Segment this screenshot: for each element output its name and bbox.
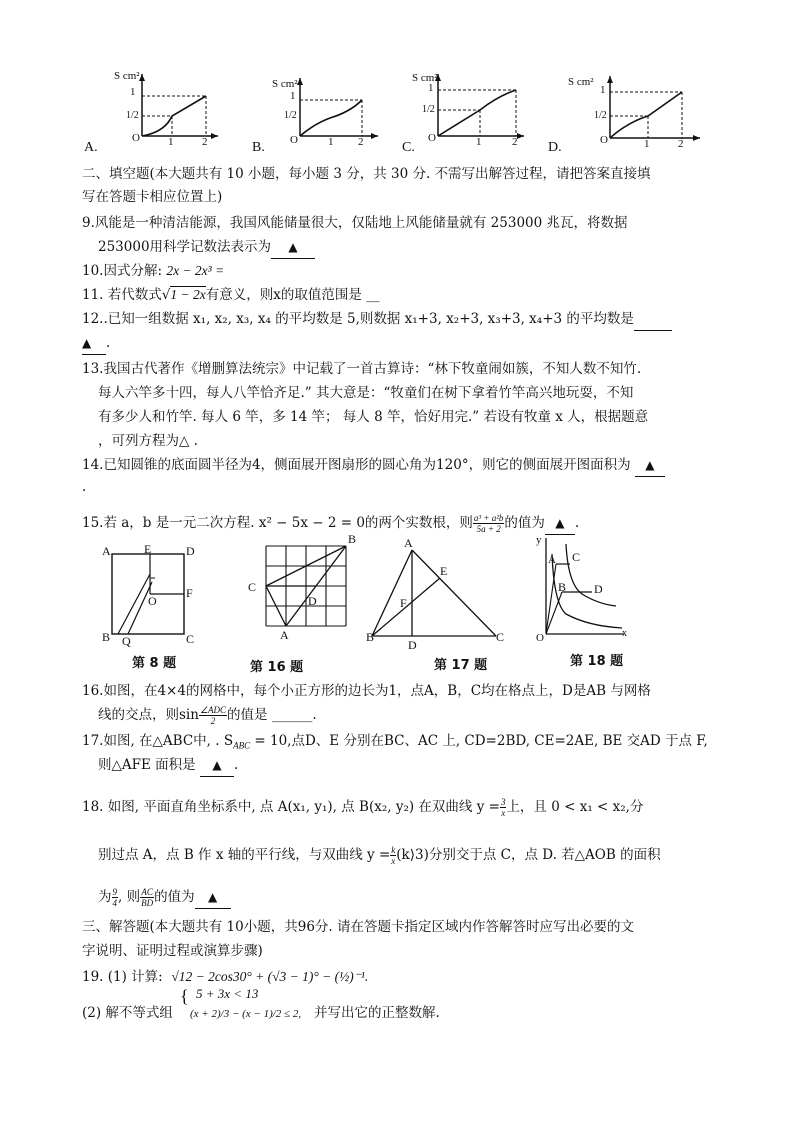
- q19-inequality-1: 5 + 3x < 13: [196, 986, 259, 1001]
- figure-18-label-d: D: [594, 582, 603, 596]
- graph-a-origin: O: [132, 132, 140, 144]
- q15-answer-mark: ▲: [545, 512, 575, 535]
- q18-den-4: BD: [141, 898, 154, 908]
- figure-18-label-c: C: [572, 550, 581, 564]
- q10-prefix: 10.因式分解:: [82, 263, 167, 279]
- figure-16-caption: 第 16 题: [250, 660, 304, 675]
- q18-num-3: 9: [112, 887, 117, 897]
- graph-c-tick-1: 1: [428, 82, 434, 94]
- figure-18-label-a: A: [548, 554, 556, 566]
- q16-line1: 16.如图，在4×4的网格中，每个小正方形的边长为1，点A，B，C均在格点上，D是AB 与网格: [82, 683, 651, 699]
- graph-d-tick-x1: 1: [644, 138, 650, 150]
- q19-part1-expr: √12 − 2cos30° + (√3 − 1)° − (½)⁻¹.: [171, 969, 369, 984]
- figure-17-label-f: F: [400, 596, 407, 610]
- q14-answer-mark: ▲: [635, 454, 665, 477]
- q19-brace: {: [180, 986, 189, 1006]
- graph-a-tick-x2: 2: [202, 136, 208, 148]
- q12-line1: [82, 308, 672, 331]
- figure-17: [366, 536, 510, 655]
- figure-16-label-b: B: [348, 532, 357, 546]
- q18-text-e: 为: [98, 889, 112, 905]
- q16-denominator: 2: [210, 716, 216, 726]
- q18-text-c: 别过点 A，点 B 作 x 轴的平行线，与双曲线 y =: [98, 847, 391, 863]
- option-b-label: B.: [252, 140, 265, 155]
- figure-16: [240, 532, 364, 650]
- q11-suffix: 有意义，则x的取值范围是 __: [205, 287, 380, 303]
- figure-17-label-c: C: [496, 630, 505, 644]
- q13-line2: 每人六竿多十四，每人八竿恰齐足.” 其大意是：“牧童们在树下拿着竹竿高兴地玩耍，不知: [98, 385, 634, 401]
- q16-numerator: ∠ADC: [199, 705, 227, 715]
- option-d-label: D.: [548, 140, 562, 155]
- q15-denominator: 5a + 2: [476, 524, 501, 534]
- option-a-label: A.: [84, 140, 98, 155]
- q11-radicand: 1 − 2x: [170, 287, 206, 302]
- q10-expr: 2x − 2x³ =: [166, 263, 225, 278]
- figure-8-caption: 第 8 题: [132, 656, 177, 671]
- q17-text-a: 17.如图, 在△ABC中, . S: [82, 733, 234, 749]
- q10-line: [82, 260, 224, 282]
- q9-line2: [98, 236, 315, 259]
- graph-c-tick-half: 1/2: [422, 104, 435, 115]
- section3-heading-line2: 字说明、证明过程或演算步骤): [82, 943, 263, 959]
- graph-c-tick-x1: 1: [476, 136, 482, 148]
- figure-17-label-b: B: [366, 630, 375, 644]
- q17-end: .: [233, 757, 239, 773]
- q18-num-2: k: [391, 845, 396, 855]
- graph-c-tick-x2: 2: [512, 136, 518, 148]
- q15-line: [82, 512, 579, 535]
- q12-line2: [82, 332, 110, 355]
- graph-d-tick-x2: 2: [678, 138, 684, 150]
- figure-16-label-d: D: [308, 594, 317, 608]
- q16-text-a: 线的交点，则sin: [98, 707, 199, 723]
- q15-numerator: a³ + a²b: [473, 513, 504, 523]
- figure-17-label-d: D: [408, 638, 417, 652]
- graph-c-axis-y: S cm²: [412, 72, 438, 84]
- figure-18-caption: 第 18 题: [570, 654, 624, 669]
- graph-b-tick-x2: 2: [358, 136, 364, 148]
- graph-a: [110, 70, 220, 160]
- figure-8-label-f: F: [186, 586, 193, 600]
- q18-line3: [98, 886, 231, 909]
- figure-17-drawing: [366, 540, 510, 655]
- q18-text-f: , 则: [118, 889, 141, 905]
- q11-line: [82, 284, 380, 306]
- graph-b-tick-1: 1: [290, 90, 296, 102]
- graph-b: [270, 72, 380, 162]
- q18-den-3: 4: [112, 898, 117, 908]
- graph-d-tick-half: 1/2: [594, 110, 607, 121]
- figure-8: [100, 544, 200, 649]
- q19-part2-prefix: (2) 解不等式组: [82, 1005, 173, 1021]
- figure-18-label-o: O: [536, 632, 544, 644]
- q12-answer-mark: ▲: [82, 332, 106, 355]
- q13-line3: 有多少人和竹竿. 每人 6 竿，多 14 竿； 每人 8 竿，恰好用完.” 若设有牧童 x 人，根据题意: [98, 409, 649, 425]
- figure-8-label-e: E: [144, 542, 152, 556]
- q17-subscript: ABC: [233, 740, 251, 751]
- q18-line1: [82, 796, 643, 818]
- section2-heading-line2: 写在答题卡相应位置上): [82, 189, 223, 205]
- q15-dot: .: [574, 515, 580, 531]
- figure-17-label-a: A: [404, 536, 413, 550]
- graph-d-tick-1: 1: [600, 84, 606, 96]
- q19-inequality-2: (x + 2)/3 − (x − 1)/2 ≤ 2,: [190, 1008, 302, 1020]
- q15-fraction: [473, 513, 504, 534]
- figure-16-label-a: A: [280, 628, 289, 642]
- q16-line2: [98, 704, 317, 726]
- section3-heading-line1: 三、解答题(本大题共有 10小题，共96分. 请在答题卡指定区域内作答解答时应写出必要的文: [82, 919, 634, 935]
- figure-8-label-o: O: [148, 594, 157, 608]
- q19-part2: [82, 1002, 173, 1024]
- q11-prefix: 11. 若代数式: [82, 287, 162, 303]
- q13-line4: ，可列方程为△ .: [98, 433, 198, 449]
- q16-fraction: [199, 705, 227, 726]
- q17-answer-mark: ▲: [200, 754, 234, 777]
- q18-num-4: AC: [141, 887, 153, 897]
- q15-text: 15.若 a，b 是一元二次方程. x² − 5x − 2 = 0的两个实数根，则: [82, 515, 473, 531]
- q18-text-a: 18. 如图, 平面直角坐标系中, 点 A(x₁, y₁), 点 B(x₂, y₂) 在双曲线 y =: [82, 799, 500, 815]
- q12-end: .: [106, 335, 111, 351]
- q19-part1-prefix: 19. (1) 计算:: [82, 969, 163, 985]
- figure-17-caption: 第 17 题: [434, 658, 488, 673]
- q18-text-b: 上，且 0 < x₁ < x₂,分: [506, 799, 644, 815]
- figure-16-label-c: C: [248, 580, 257, 594]
- figure-8-label-a: A: [102, 544, 111, 558]
- q18-den-1: x: [501, 808, 506, 818]
- figure-8-label-b: B: [102, 630, 111, 644]
- graph-d: [566, 72, 706, 162]
- q9-answer-mark: ▲: [271, 236, 315, 259]
- graph-c-origin: O: [428, 132, 436, 144]
- graph-a-tick-half: 1/2: [126, 110, 139, 121]
- figure-16-drawing: [240, 538, 364, 650]
- q17-text-c: 则△AFE 面积是: [98, 757, 200, 773]
- q14-line2: .: [82, 479, 87, 495]
- q15-text-end: 的值为: [504, 515, 545, 531]
- figure-8-label-d: D: [186, 544, 195, 558]
- figure-18: [532, 534, 632, 646]
- figure-17-label-e: E: [440, 564, 448, 578]
- q11-sqrt-sign: √: [161, 287, 171, 303]
- q19-part1: [82, 966, 368, 988]
- q17-text-b: = 10,点D、E 分别在BC、AC 上, CD=2BD, CE=2AE, BE 交AD 于点 F,: [250, 733, 708, 749]
- q14-text: 14.已知圆锥的底面圆半径为4，侧面展开图扇形的圆心角为120°，则它的侧面展开图面积为: [82, 457, 631, 473]
- q18-text-d: (k⟩3)分别交于点 C，点 D. 若△AOB 的面积: [396, 847, 661, 863]
- figure-18-label-x: x: [622, 628, 627, 639]
- option-c-label: C.: [402, 140, 415, 155]
- graph-d-origin: O: [600, 134, 608, 146]
- graph-b-origin: O: [290, 134, 298, 146]
- q18-text-g: 的值为: [154, 889, 195, 905]
- q9-line1: 9.风能是一种清洁能源，我国风能储量很大，仅陆地上风能储量就有 253000 兆瓦，将数据: [82, 215, 628, 231]
- graph-b-axis-y: S cm²: [272, 78, 298, 90]
- q18-answer-mark: ▲: [195, 886, 231, 909]
- graph-b-tick-x1: 1: [328, 136, 334, 148]
- figure-8-label-c: C: [186, 632, 195, 646]
- figure-18-drawing: [532, 534, 632, 646]
- q16-text-b: 的值是 ______.: [227, 707, 317, 723]
- graph-a-tick-1: 1: [130, 86, 136, 98]
- graph-d-axis-y: S cm²: [568, 76, 594, 88]
- q17-line1: [82, 730, 708, 757]
- q18-den-2: x: [391, 856, 396, 866]
- q18-num-1: 3: [500, 797, 506, 807]
- q13-line1: 13.我国古代著作《增删算法统宗》中记载了一首古算诗：“林下牧童闹如簇，不知人数不知竹.: [82, 361, 642, 377]
- graph-b-tick-half: 1/2: [284, 110, 297, 121]
- section2-heading-line1: 二、填空题(本大题共有 10 小题，每小题 3 分，共 30 分. 不需写出解答过程，请把答案直接填: [82, 166, 651, 182]
- figure-18-label-b: B: [558, 580, 567, 594]
- q14-line1: [82, 454, 665, 477]
- figure-8-label-q: Q: [122, 634, 131, 648]
- q12-text: 12..已知一组数据 x₁, x₂, x₃, x₄ 的平均数是 5,则数据 x₁+3, x₂+3, x₃+3, x₄+3 的平均数是: [82, 311, 634, 327]
- graph-a-tick-x1: 1: [168, 136, 174, 148]
- q18-line2: [98, 844, 661, 866]
- q12-blank: [634, 308, 672, 331]
- q9-text: 253000用科学记数法表示为: [98, 239, 272, 255]
- q17-line2: [98, 754, 238, 777]
- figure-18-label-y: y: [536, 534, 542, 546]
- graph-c: [408, 70, 528, 160]
- graph-a-axis-y: S cm²: [114, 70, 140, 82]
- q19-part2-suffix: 并写出它的正整数解.: [314, 1005, 440, 1021]
- q18-fraction-4: [140, 887, 154, 908]
